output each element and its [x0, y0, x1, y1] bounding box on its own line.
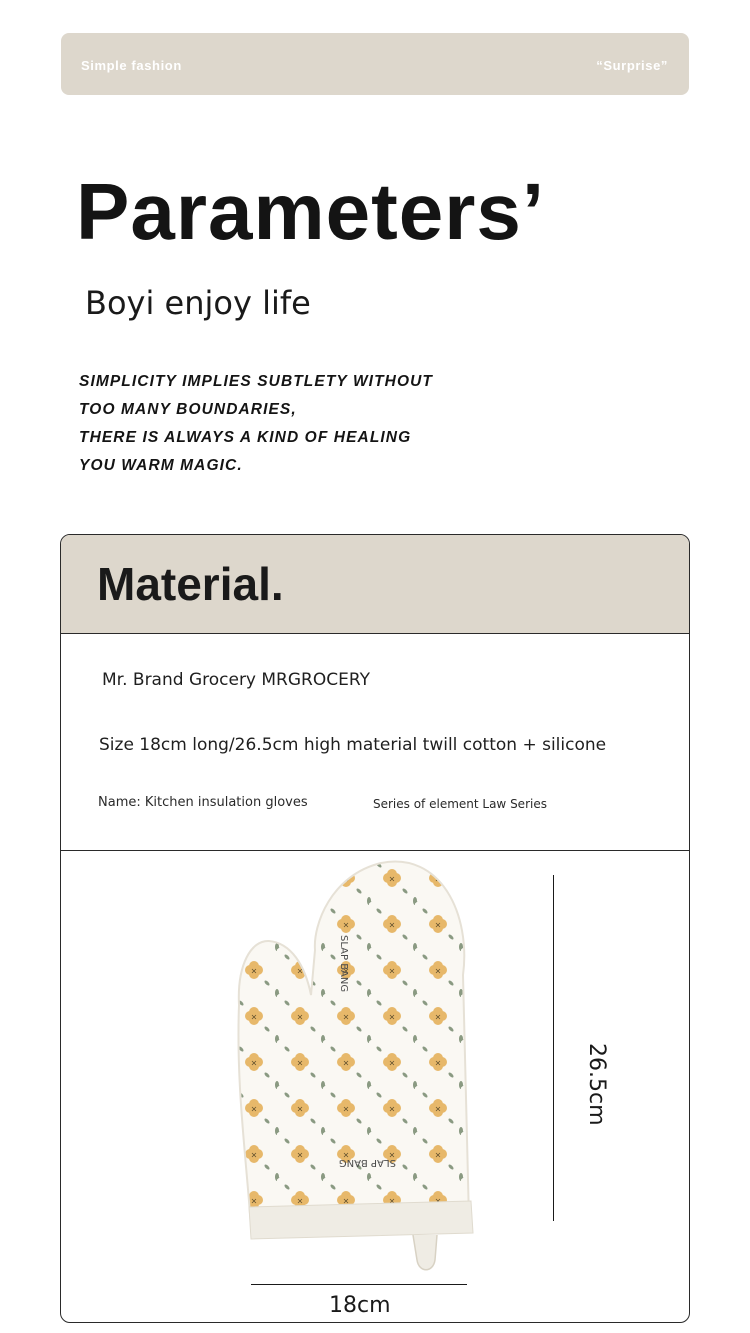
material-card [60, 534, 690, 1323]
top-banner [61, 33, 689, 95]
quote-line: SIMPLICITY IMPLIES SUBTLETY WITHOUT [79, 373, 433, 390]
material-header [61, 535, 689, 634]
height-dimension-line [553, 875, 554, 1221]
quote-line: YOU WARM MAGIC. [79, 457, 243, 474]
product-name-text: Name: Kitchen insulation gloves [98, 795, 308, 810]
banner-left-text: Simple fashion [81, 58, 182, 73]
material-info [61, 634, 689, 851]
quote-block [79, 368, 499, 480]
brand-text: Mr. Brand Grocery MRGROCERY [102, 670, 370, 690]
series-text: Series of element Law Series [373, 797, 547, 811]
page-title: Parameters’ [76, 167, 546, 256]
oven-glove-image [231, 855, 481, 1275]
width-dimension-label: 18cm [329, 1293, 391, 1318]
size-text: Size 18cm long/26.5cm high material twill cotton + silicone [99, 735, 607, 755]
glove-print-text-bottom: SLAP BANG [338, 1157, 396, 1168]
banner-right-text: “Surprise” [596, 58, 668, 73]
product-image-area [61, 851, 689, 1322]
width-dimension-line [251, 1284, 467, 1285]
page-subtitle: Boyi enjoy life [85, 284, 311, 322]
glove-print-text-top: SLAP BANG [338, 935, 349, 993]
quote-line: THERE IS ALWAYS A KIND OF HEALING [79, 429, 412, 446]
quote-line: TOO MANY BOUNDARIES, [79, 401, 297, 418]
height-dimension-label: 26.5cm [584, 1043, 609, 1126]
material-title: Material. [97, 558, 284, 610]
